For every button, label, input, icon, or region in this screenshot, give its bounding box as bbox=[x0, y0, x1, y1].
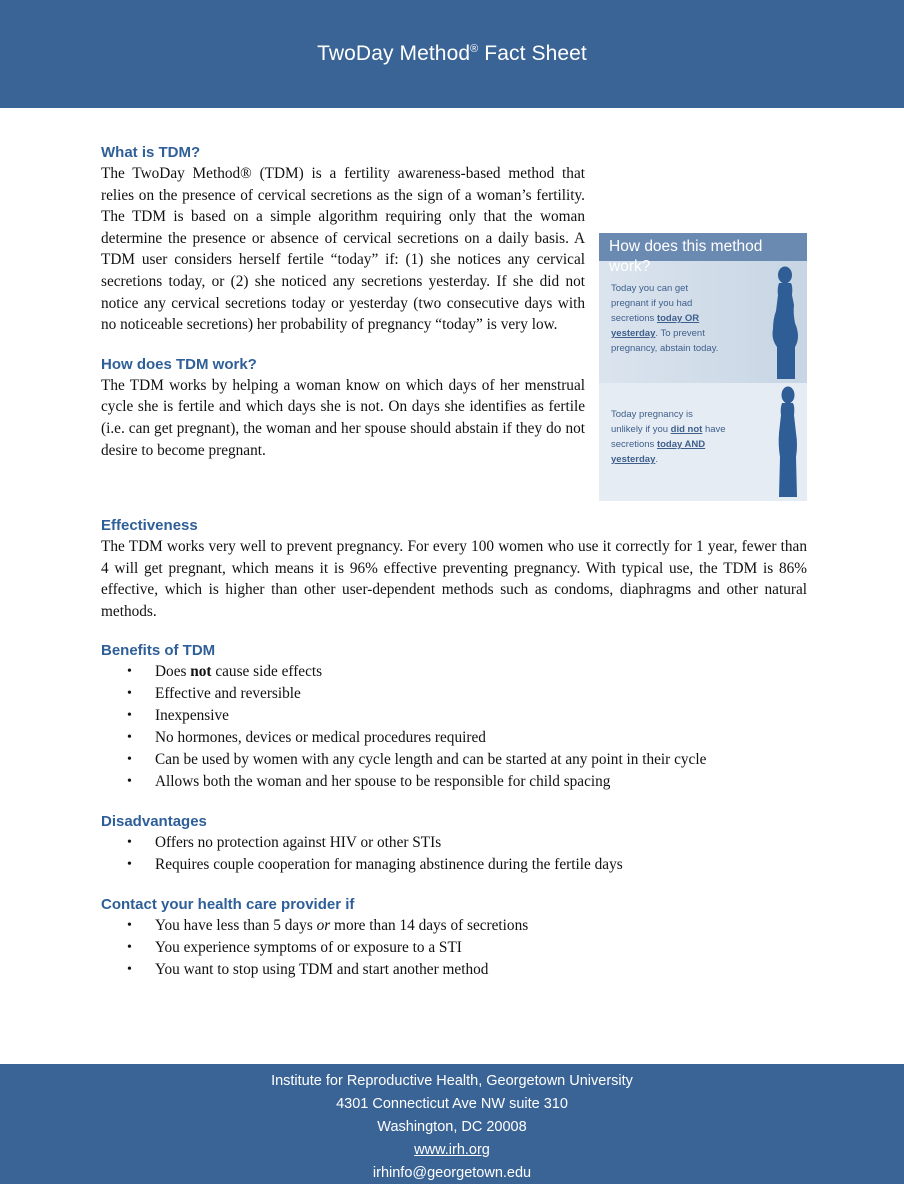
what-is-tdm-body: The TwoDay Method® (TDM) is a fertility awareness-based method that relies on the presence of cervical secretions as the sign of a woman’s fertility. The TDM is based on a simple algorithm requiring only that the woman determine the presence or absence of cervical secretions on a daily basis. A TDM user considers herself fertile “today” if: (1) she notices any cervical secretions today, or (2) she noticed any secretions yesterday. If she did not notice any cervical secretions today or yesterday (two consecutive days with no noticeable secretions) her probability of pregnancy “today” is very low. bbox=[101, 165, 585, 334]
list-item: • You want to stop using TDM and start another method bbox=[101, 959, 807, 981]
section-heading: Contact your health care provider if bbox=[101, 896, 355, 914]
section-heading: Disadvantages bbox=[101, 813, 207, 831]
section-heading: How does TDM work? bbox=[101, 355, 257, 373]
header-banner bbox=[0, 0, 904, 108]
disadvantages-list bbox=[101, 832, 807, 876]
panel-not-fertile-text: Today pregnancy is unlikely if you did not have secretions today AND yesterday. bbox=[611, 409, 726, 465]
how-does-tdm-work-body: The TDM works by helping a woman know on which days of her menstrual cycle she is fertile and which days she is not. On days she identifies as fertile (i.e. can get pregnant), the woman and her spouse should abstain if they do not desire to become pregnant. bbox=[101, 376, 585, 459]
section-effectiveness bbox=[101, 509, 807, 622]
footer-address: 4301 Connecticut Ave NW suite 310 bbox=[336, 1096, 568, 1112]
benefits-list bbox=[101, 661, 807, 793]
section-heading: Effectiveness bbox=[101, 517, 198, 534]
footer-banner bbox=[0, 1064, 904, 1184]
list-item: • Can be used by women with any cycle length and can be started at any point in their cycle bbox=[101, 749, 807, 771]
list-item: • No hormones, devices or medical procedures required bbox=[101, 727, 807, 749]
list-item: • You experience symptoms of or exposure to a STI bbox=[101, 937, 807, 959]
contact-list bbox=[101, 915, 807, 981]
illustration-panel-not-fertile bbox=[599, 383, 807, 501]
list-item: • Inexpensive bbox=[101, 705, 807, 727]
list-item: • Does not cause side effects bbox=[101, 661, 807, 683]
section-benefits bbox=[101, 640, 807, 793]
main-content bbox=[101, 142, 807, 999]
page-title: TwoDay Method® Fact Sheet bbox=[317, 42, 587, 65]
section-disadvantages bbox=[101, 811, 807, 876]
footer-city: Washington, DC 20008 bbox=[377, 1119, 527, 1135]
method-illustration bbox=[599, 233, 807, 501]
footer-org: Institute for Reproductive Health, Georgetown University bbox=[271, 1073, 633, 1089]
woman-silhouette-icon bbox=[771, 385, 805, 499]
list-item: • Allows both the woman and her spouse to be responsible for child spacing bbox=[101, 771, 807, 793]
effectiveness-body: The TDM works very well to prevent pregnancy. For every 100 women who use it correctly for 1 year, fewer than 4 will get pregnant, which means it is 96% effective preventing pregnancy. With typical use, the TDM is 86% effective, which is higher than other user-dependent methods such as condoms, diaphragms and other natural methods. bbox=[101, 538, 807, 620]
panel-fertile-text: Today you can get pregnant if you had secretions today OR yesterday. To prevent pregnancy, abstain today. bbox=[611, 283, 719, 354]
website-link[interactable]: www.irh.org bbox=[414, 1142, 490, 1158]
section-heading: Benefits of TDM bbox=[101, 642, 216, 660]
footer-email[interactable]: irhinfo@georgetown.edu bbox=[372, 1165, 532, 1181]
illustration-panel-fertile bbox=[599, 261, 807, 383]
illustration-title: How does this method work? bbox=[599, 233, 807, 261]
list-item: • Requires couple cooperation for managing abstinence during the fertile days bbox=[101, 854, 807, 876]
list-item: • You have less than 5 days or more than 14 days of secretions bbox=[101, 915, 807, 937]
list-item: • Offers no protection against HIV or other STIs bbox=[101, 832, 807, 854]
pregnant-woman-silhouette-icon bbox=[765, 265, 805, 381]
section-heading: What is TDM? bbox=[101, 144, 201, 161]
section-contact-provider bbox=[101, 894, 807, 981]
list-item: • Effective and reversible bbox=[101, 683, 807, 705]
